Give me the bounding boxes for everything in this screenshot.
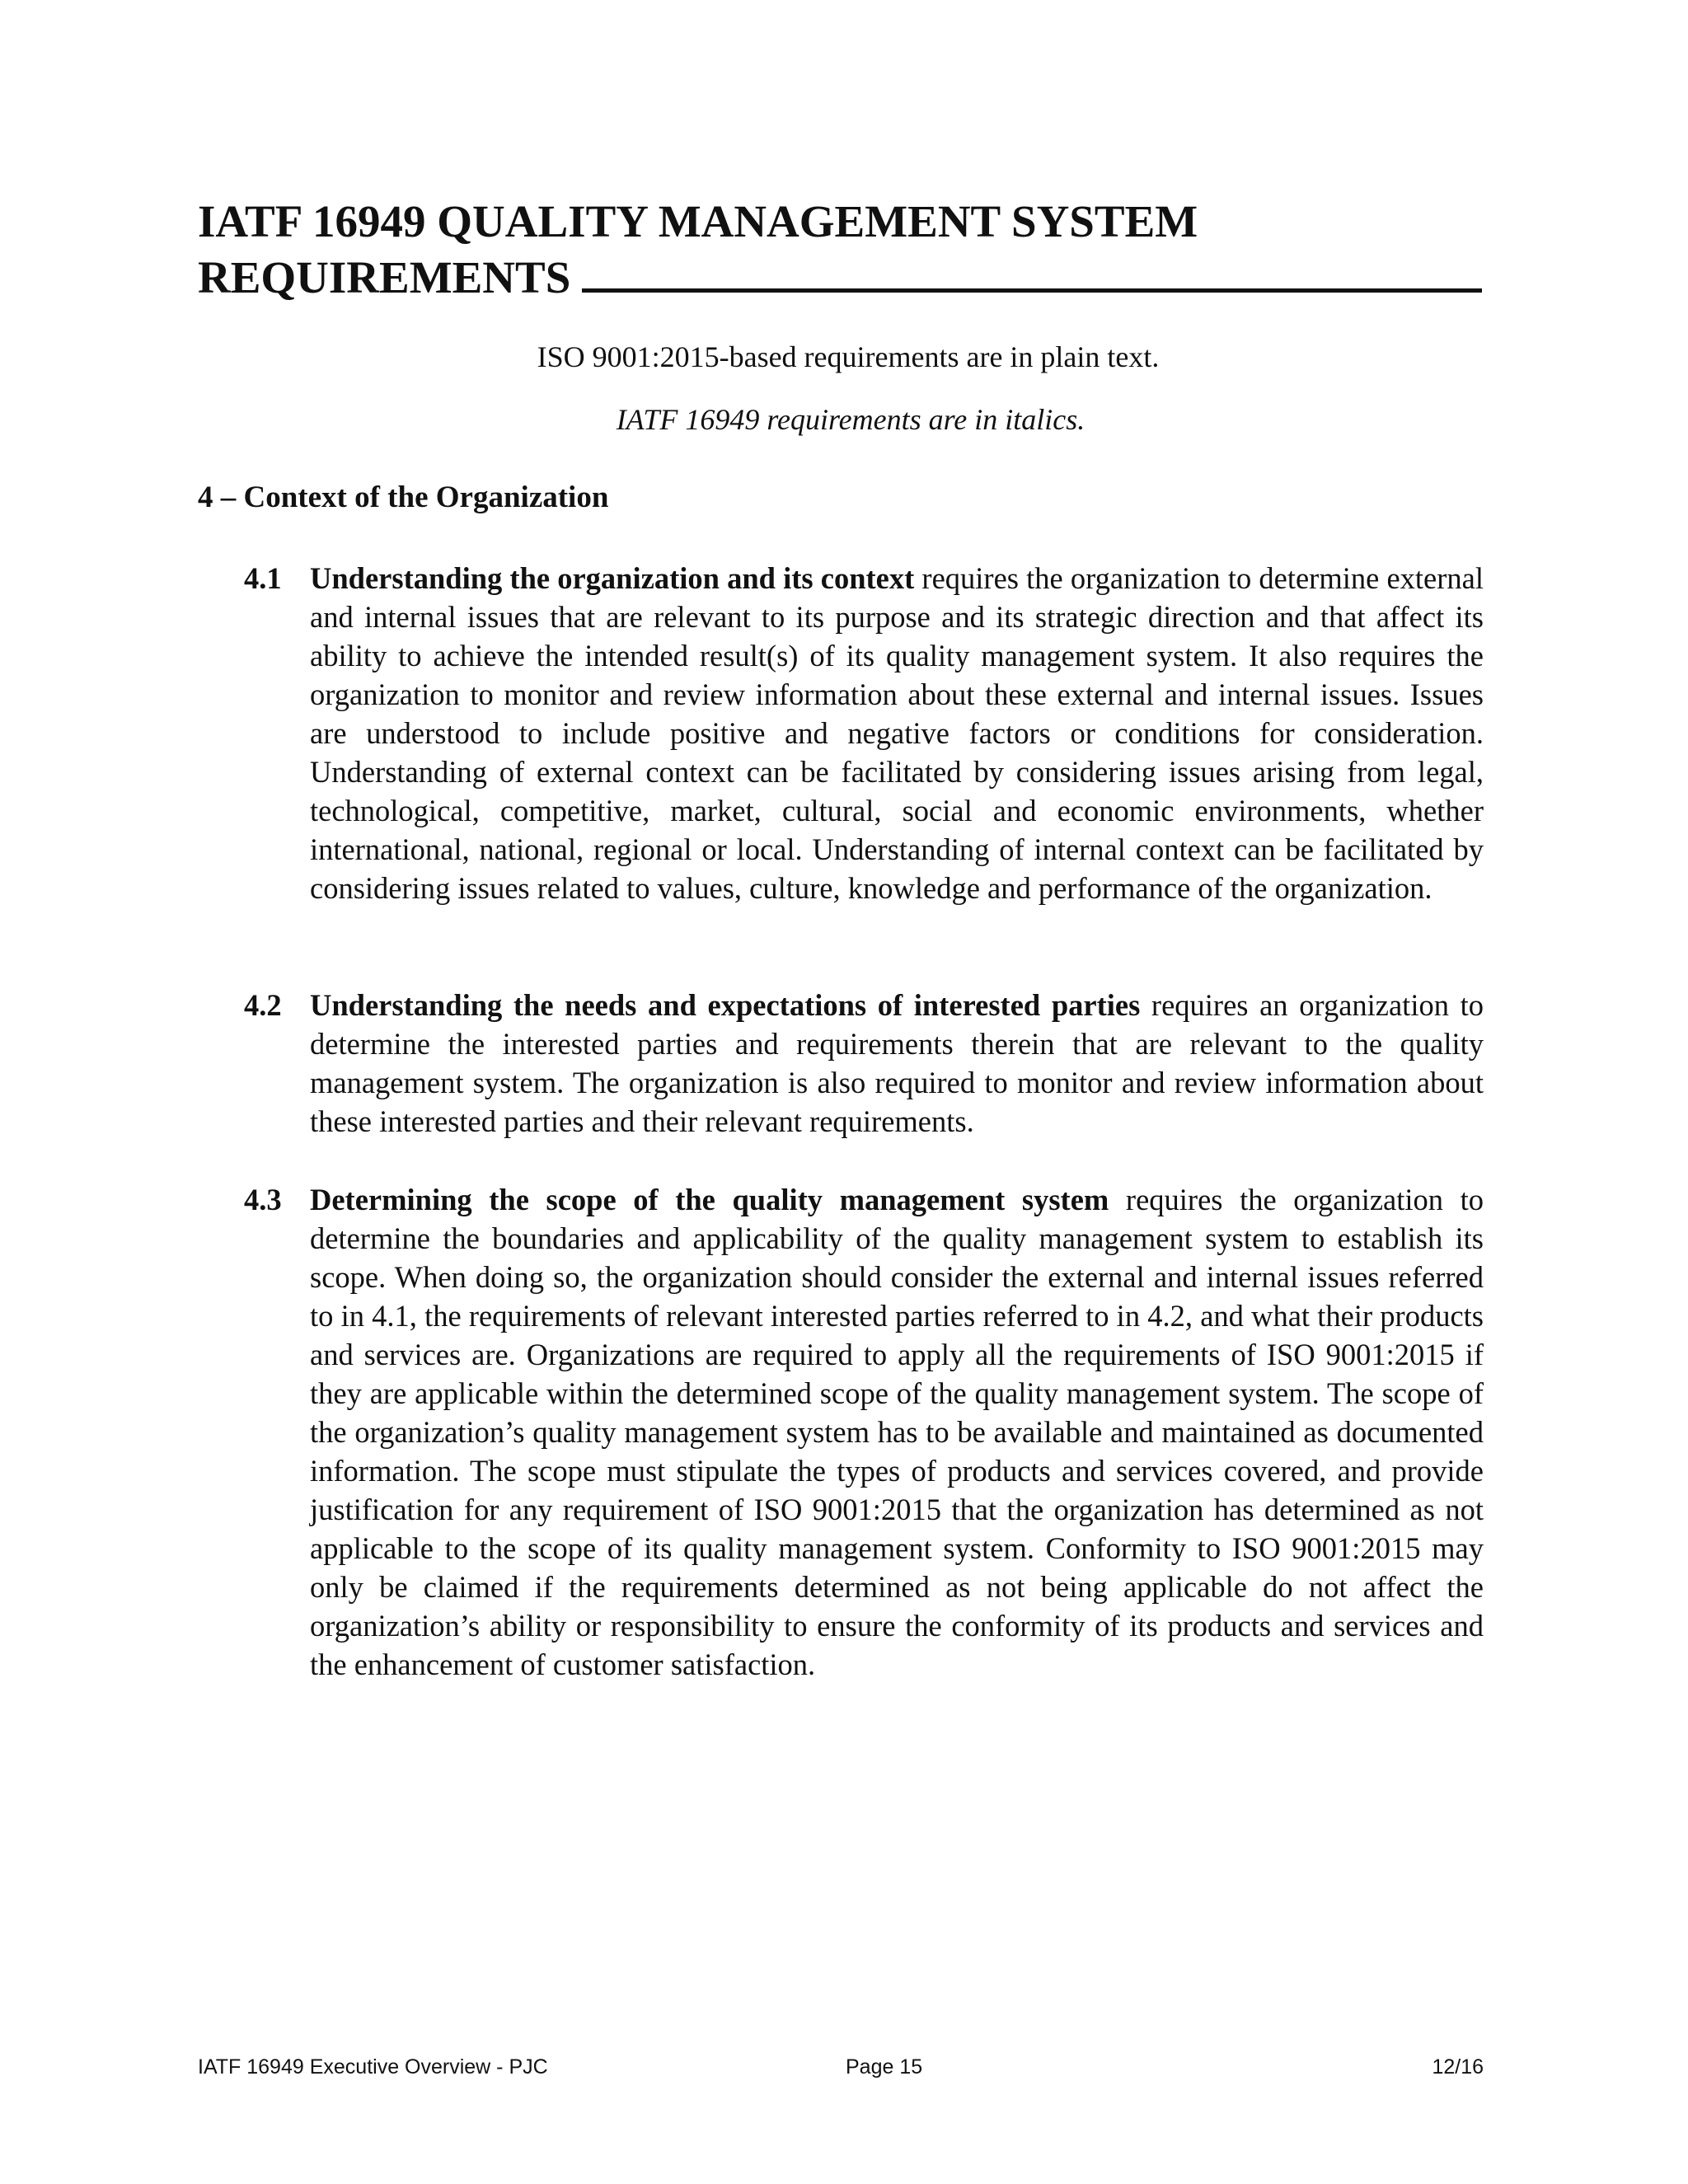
clause-text: requires the organization to determine the boundaries and applicability of the quality management system to establish its scope. When doing so, the organization should consider the external and internal issues referred to in 4.1, the requirements of relevant interested parties referred to in 4.2, and what their products and services are. Organizations are required to apply all the requirements of ISO 9001:2015 if they are applicable within the determined scope of the quality management system. The scope of the organization’s quality management system has to be available and maintained as documented information. The scope must stipulate the types of products and services covered, and provide justification for any requirement of ISO 9001:2015 that the organization has determined as not applicable to the scope of its quality management system. Conformity to ISO 9001:2015 may only be claimed if the requirements determined as not being applicable do not affect the organization’s ability or responsibility to ensure the conformity of its products and services and the enhancement of customer satisfaction.	[310, 1183, 1484, 1681]
footer-date: 12/16	[1432, 2055, 1484, 2079]
clause-text: requires an organization to determine the interested parties and requirements therein that are relevant to the quality management system. The organization is also required to monitor and review information about these interested parties and their relevant requirements.	[310, 988, 1484, 1138]
clause-number: 4.1	[244, 561, 282, 595]
clause-number: 4.3	[244, 1183, 282, 1216]
section-heading: 4 – Context of the Organization	[198, 480, 609, 514]
plain-text-note: ISO 9001:2015-based requirements are in plain text.	[537, 340, 1160, 373]
title-underline-rule	[582, 249, 1482, 293]
page-title	[198, 194, 1484, 305]
clause-4-3	[244, 1180, 1484, 1684]
footer-page-number: Page 15	[846, 2055, 923, 2079]
clause-4-2	[244, 986, 1484, 1141]
title-line-1: IATF 16949 QUALITY MANAGEMENT SYSTEM	[198, 196, 1198, 246]
clause-number: 4.2	[244, 988, 282, 1022]
clause-4-1	[244, 559, 1484, 907]
clause-body	[310, 986, 1484, 1141]
title-line-2: REQUIREMENTS	[198, 252, 571, 302]
clause-lead: Understanding the organization and its context	[310, 561, 915, 595]
clause-body	[310, 1180, 1484, 1684]
clause-body	[310, 559, 1484, 907]
clause-lead: Determining the scope of the quality management system	[310, 1183, 1109, 1216]
clause-text: requires the organization to determine external and internal issues that are relevant to its purpose and its strategic direction and that affect its ability to achieve the intended result(s) of its quality management system. It also requires the organization to monitor and review information about these external and internal issues. Issues are understood to include positive and negative factors or conditions for consideration. Understanding of external context can be facilitated by considering issues arising from legal, technological, competitive, market, cultural, social and economic environments, whether international, national, regional or local. Understanding of internal context can be facilitated by considering issues related to values, culture, knowledge and performance of the organization.	[310, 561, 1484, 905]
clause-lead: Understanding the needs and expectations of interested parties	[310, 988, 1141, 1022]
footer-document-name: IATF 16949 Executive Overview - PJC	[198, 2055, 548, 2079]
italic-text-note: IATF 16949 requirements are in italics.	[616, 403, 1085, 436]
